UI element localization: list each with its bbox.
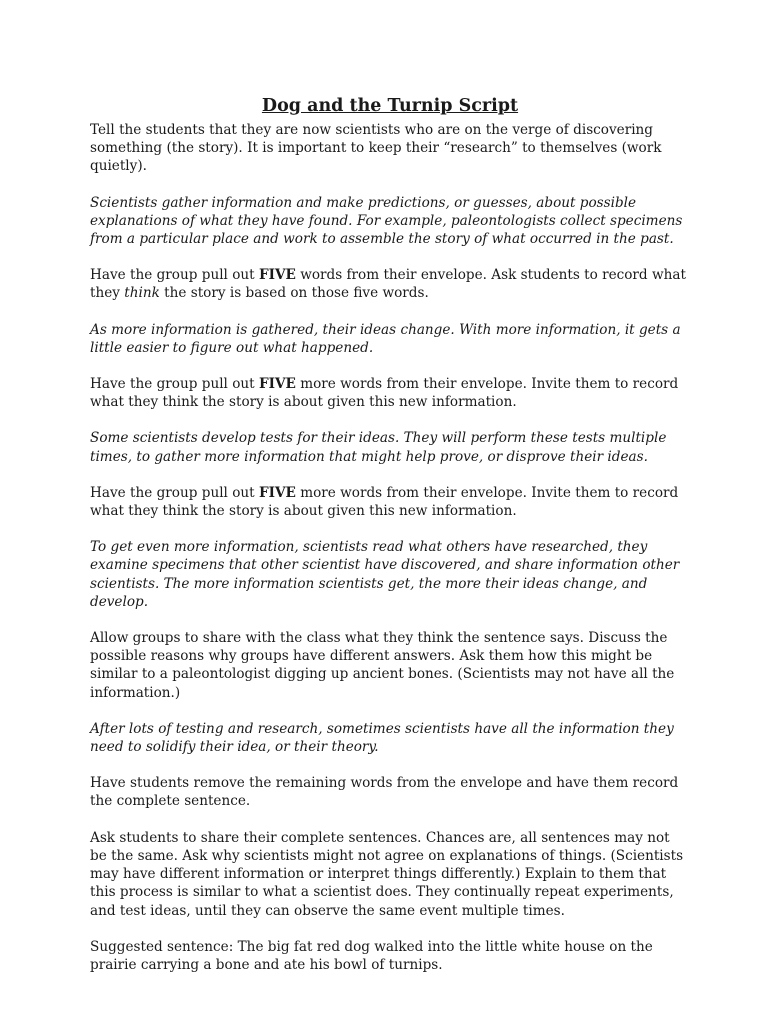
paragraph-testing-research: After lots of testing and research, sometimes scientists have all the information they need to solidify their idea, or their theory. — [90, 720, 674, 756]
paragraph-suggested-sentence: Suggested sentence: The big fat red dog walked into the little white house on the prairie carrying a bone and ate his bowl of turnips. — [90, 938, 653, 973]
text-segment: Have the group pull out — [90, 484, 259, 501]
text-segment: words from their envelope. Ask students to record what they — [90, 267, 686, 302]
paragraph-share-complete: Ask students to share their complete sentences. Chances are, all sentences may not be the same. Ask why scientists might not agree on explanations of things. (Scientists may have different information or interpret things differently.) Explain to them that this process is similar to what a scientist does. They continually repeat experiments, and test ideas, until they can observe the same event multiple times. — [90, 829, 684, 919]
paragraph-ideas-change: As more information is gathered, their ideas change. With more information, it gets a little easier to figure out what happened. — [90, 321, 681, 356]
paragraph-develop-tests: Some scientists develop tests for their ideas. They will perform these tests multiple times, to gather more information that might help prove, or disprove their ideas. — [90, 430, 667, 465]
text-segment: Have the group pull out — [90, 376, 259, 393]
paragraph-intro: Tell the students that they are now scientists who are on the verge of discovering something (the story). It is important to keep their “research” to themselves (work quietly). — [90, 122, 662, 175]
emphasis-think: think — [124, 285, 160, 302]
emphasis-five: FIVE — [258, 376, 296, 393]
paragraph-second-five-words — [90, 375, 690, 411]
page-title: Dog and the Turnip Script — [261, 96, 519, 116]
paragraph-remove-remaining: Have students remove the remaining words from the envelope and have them record the complete sentence. — [90, 775, 679, 810]
text-segment: more words from their envelope. Invite them to record what they think the story is about given this new information. — [90, 376, 679, 411]
text-segment: the story is based on those five words. — [159, 285, 429, 302]
text-segment: Have the group pull out — [90, 267, 259, 284]
paragraph-first-five-words — [90, 266, 690, 302]
paragraph-share-with-class: Allow groups to share with the class what they think the sentence says. Discuss the possible reasons why groups have different answers. Ask them how this might be similar to a paleontologist digging up ancient bones. (Scientists may not have all the information.) — [90, 630, 675, 701]
paragraph-more-information: To get even more information, scientists read what others have researched, they examine specimens that other scientist have discovered, and share information other scientists. The more information scientists get, the more their ideas change, and develop. — [90, 539, 680, 610]
emphasis-five: FIVE — [258, 267, 296, 284]
paragraph-third-five-words — [90, 484, 690, 520]
document-page — [90, 95, 690, 992]
emphasis-five: FIVE — [258, 484, 296, 501]
text-segment: more words from their envelope. Invite them to record what they think the story is about given this new information. — [90, 484, 679, 520]
paragraph-scientists-gather: Scientists gather information and make predictions, or guesses, about possible explanations of what they have found. For example, paleontologists collect specimens from a particular place and work to assemble the story of what occurred in the past. — [90, 194, 683, 248]
